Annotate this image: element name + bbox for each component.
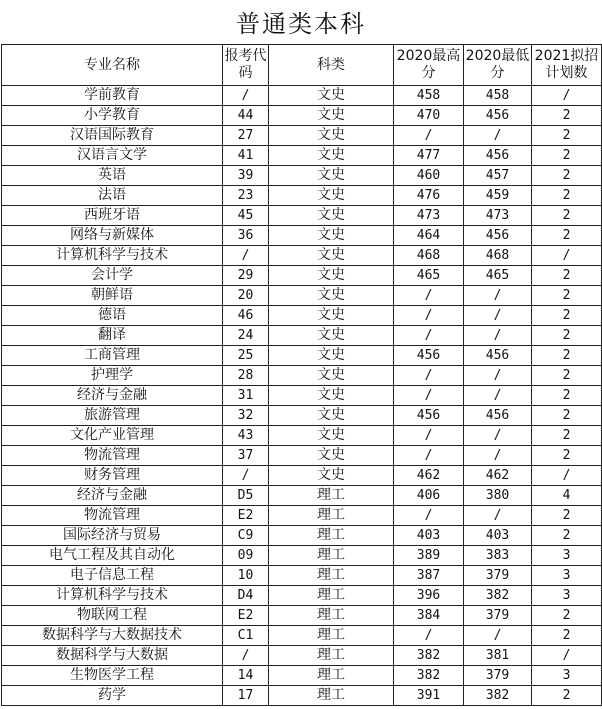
max-score-cell: / xyxy=(394,326,464,346)
major-name-cell: 数据科学与大数据技术 xyxy=(2,626,223,646)
header-2020-min-score: 2020最低分 xyxy=(464,45,532,86)
min-score-cell: 381 xyxy=(464,646,532,666)
major-name-cell: 网络与新媒体 xyxy=(2,226,223,246)
major-name-cell: 工商管理 xyxy=(2,346,223,366)
table-row xyxy=(2,346,602,366)
plan-count-cell: 2 xyxy=(532,606,602,626)
plan-count-cell: 2 xyxy=(532,326,602,346)
plan-count-cell: 2 xyxy=(532,386,602,406)
min-score-cell: 465 xyxy=(464,266,532,286)
plan-count-cell: 3 xyxy=(532,546,602,566)
max-score-cell: 382 xyxy=(394,646,464,666)
category-cell: 理工 xyxy=(269,686,394,706)
exam-code-cell: / xyxy=(223,646,269,666)
table-row xyxy=(2,546,602,566)
table-row xyxy=(2,306,602,326)
category-cell: 文史 xyxy=(269,286,394,306)
category-cell: 理工 xyxy=(269,566,394,586)
major-name-cell: 经济与金融 xyxy=(2,386,223,406)
exam-code-cell: 46 xyxy=(223,306,269,326)
category-cell: 理工 xyxy=(269,586,394,606)
max-score-cell: 396 xyxy=(394,586,464,606)
exam-code-cell: 14 xyxy=(223,666,269,686)
plan-count-cell: 3 xyxy=(532,666,602,686)
plan-count-cell: / xyxy=(532,86,602,106)
min-score-cell: 456 xyxy=(464,146,532,166)
exam-code-cell: 32 xyxy=(223,406,269,426)
plan-count-cell: 2 xyxy=(532,206,602,226)
plan-count-cell: / xyxy=(532,246,602,266)
plan-count-cell: 2 xyxy=(532,266,602,286)
table-row xyxy=(2,166,602,186)
max-score-cell: 460 xyxy=(394,166,464,186)
category-cell: 文史 xyxy=(269,166,394,186)
max-score-cell: 384 xyxy=(394,606,464,626)
major-name-cell: 翻译 xyxy=(2,326,223,346)
min-score-cell: 456 xyxy=(464,226,532,246)
max-score-cell: 389 xyxy=(394,546,464,566)
min-score-cell: 383 xyxy=(464,546,532,566)
exam-code-cell: 36 xyxy=(223,226,269,246)
max-score-cell: 465 xyxy=(394,266,464,286)
plan-count-cell: 2 xyxy=(532,526,602,546)
plan-count-cell: 2 xyxy=(532,126,602,146)
exam-code-cell: D4 xyxy=(223,586,269,606)
category-cell: 文史 xyxy=(269,106,394,126)
plan-count-cell: 2 xyxy=(532,366,602,386)
table-row xyxy=(2,526,602,546)
max-score-cell: 477 xyxy=(394,146,464,166)
exam-code-cell: C9 xyxy=(223,526,269,546)
max-score-cell: / xyxy=(394,126,464,146)
table-body xyxy=(2,86,602,706)
admission-score-table xyxy=(1,44,602,706)
major-name-cell: 国际经济与贸易 xyxy=(2,526,223,546)
table-row xyxy=(2,146,602,166)
min-score-cell: 379 xyxy=(464,566,532,586)
category-cell: 理工 xyxy=(269,626,394,646)
major-name-cell: 朝鲜语 xyxy=(2,286,223,306)
exam-code-cell: 09 xyxy=(223,546,269,566)
plan-count-cell: 2 xyxy=(532,286,602,306)
exam-code-cell: 37 xyxy=(223,446,269,466)
min-score-cell: 458 xyxy=(464,86,532,106)
max-score-cell: 464 xyxy=(394,226,464,246)
major-name-cell: 计算机科学与技术 xyxy=(2,246,223,266)
min-score-cell: 379 xyxy=(464,666,532,686)
max-score-cell: / xyxy=(394,286,464,306)
plan-count-cell: 2 xyxy=(532,626,602,646)
max-score-cell: 456 xyxy=(394,346,464,366)
table-row xyxy=(2,466,602,486)
plan-count-cell: 4 xyxy=(532,486,602,506)
table-row xyxy=(2,386,602,406)
plan-count-cell: 2 xyxy=(532,406,602,426)
category-cell: 文史 xyxy=(269,386,394,406)
category-cell: 理工 xyxy=(269,486,394,506)
category-cell: 文史 xyxy=(269,366,394,386)
category-cell: 文史 xyxy=(269,326,394,346)
major-name-cell: 财务管理 xyxy=(2,466,223,486)
table-row xyxy=(2,126,602,146)
max-score-cell: 473 xyxy=(394,206,464,226)
plan-count-cell: 2 xyxy=(532,106,602,126)
min-score-cell: / xyxy=(464,126,532,146)
max-score-cell: 476 xyxy=(394,186,464,206)
min-score-cell: 462 xyxy=(464,466,532,486)
major-name-cell: 计算机科学与技术 xyxy=(2,586,223,606)
table-row xyxy=(2,446,602,466)
min-score-cell: / xyxy=(464,326,532,346)
exam-code-cell: 41 xyxy=(223,146,269,166)
major-name-cell: 物流管理 xyxy=(2,446,223,466)
plan-count-cell: 2 xyxy=(532,166,602,186)
max-score-cell: 406 xyxy=(394,486,464,506)
exam-code-cell: / xyxy=(223,466,269,486)
min-score-cell: 380 xyxy=(464,486,532,506)
exam-code-cell: 27 xyxy=(223,126,269,146)
max-score-cell: 391 xyxy=(394,686,464,706)
category-cell: 文史 xyxy=(269,446,394,466)
major-name-cell: 电气工程及其自动化 xyxy=(2,546,223,566)
header-major-name: 专业名称 xyxy=(2,45,223,86)
page-title: 普通类本科 xyxy=(236,10,366,38)
exam-code-cell: 28 xyxy=(223,366,269,386)
table-row xyxy=(2,106,602,126)
min-score-cell: / xyxy=(464,386,532,406)
max-score-cell: 468 xyxy=(394,246,464,266)
table-row xyxy=(2,606,602,626)
plan-count-cell: 2 xyxy=(532,686,602,706)
category-cell: 文史 xyxy=(269,406,394,426)
category-cell: 理工 xyxy=(269,546,394,566)
table-row xyxy=(2,506,602,526)
min-score-cell: 382 xyxy=(464,586,532,606)
major-name-cell: 学前教育 xyxy=(2,86,223,106)
plan-count-cell: 2 xyxy=(532,306,602,326)
exam-code-cell: 10 xyxy=(223,566,269,586)
min-score-cell: 457 xyxy=(464,166,532,186)
max-score-cell: / xyxy=(394,306,464,326)
table-row xyxy=(2,486,602,506)
category-cell: 文史 xyxy=(269,146,394,166)
major-name-cell: 小学教育 xyxy=(2,106,223,126)
max-score-cell: / xyxy=(394,366,464,386)
min-score-cell: 456 xyxy=(464,106,532,126)
min-score-cell: 382 xyxy=(464,686,532,706)
plan-count-cell: 2 xyxy=(532,446,602,466)
plan-count-cell: 3 xyxy=(532,566,602,586)
major-name-cell: 文化产业管理 xyxy=(2,426,223,446)
category-cell: 文史 xyxy=(269,206,394,226)
table-row xyxy=(2,366,602,386)
table-row xyxy=(2,226,602,246)
exam-code-cell: E2 xyxy=(223,606,269,626)
category-cell: 文史 xyxy=(269,266,394,286)
table-row xyxy=(2,246,602,266)
category-cell: 理工 xyxy=(269,606,394,626)
category-cell: 文史 xyxy=(269,86,394,106)
exam-code-cell: 23 xyxy=(223,186,269,206)
table-row xyxy=(2,646,602,666)
exam-code-cell: 29 xyxy=(223,266,269,286)
header-exam-code: 报考代码 xyxy=(223,45,269,86)
exam-code-cell: E2 xyxy=(223,506,269,526)
major-name-cell: 经济与金融 xyxy=(2,486,223,506)
exam-code-cell: C1 xyxy=(223,626,269,646)
max-score-cell: 456 xyxy=(394,406,464,426)
exam-code-cell: 45 xyxy=(223,206,269,226)
table-row xyxy=(2,86,602,106)
table-row xyxy=(2,266,602,286)
major-name-cell: 药学 xyxy=(2,686,223,706)
min-score-cell: 379 xyxy=(464,606,532,626)
category-cell: 文史 xyxy=(269,246,394,266)
category-cell: 文史 xyxy=(269,126,394,146)
max-score-cell: / xyxy=(394,446,464,466)
max-score-cell: / xyxy=(394,426,464,446)
exam-code-cell: 17 xyxy=(223,686,269,706)
max-score-cell: 462 xyxy=(394,466,464,486)
major-name-cell: 旅游管理 xyxy=(2,406,223,426)
table-row xyxy=(2,206,602,226)
major-name-cell: 护理学 xyxy=(2,366,223,386)
major-name-cell: 英语 xyxy=(2,166,223,186)
max-score-cell: 403 xyxy=(394,526,464,546)
plan-count-cell: 2 xyxy=(532,346,602,366)
table-row xyxy=(2,186,602,206)
plan-count-cell: 2 xyxy=(532,186,602,206)
table-row xyxy=(2,666,602,686)
min-score-cell: / xyxy=(464,446,532,466)
min-score-cell: / xyxy=(464,306,532,326)
category-cell: 理工 xyxy=(269,506,394,526)
min-score-cell: 473 xyxy=(464,206,532,226)
min-score-cell: 468 xyxy=(464,246,532,266)
category-cell: 文史 xyxy=(269,426,394,446)
table-row xyxy=(2,406,602,426)
plan-count-cell: 2 xyxy=(532,426,602,446)
min-score-cell: / xyxy=(464,426,532,446)
exam-code-cell: / xyxy=(223,86,269,106)
table-row xyxy=(2,566,602,586)
table-row xyxy=(2,686,602,706)
exam-code-cell: 44 xyxy=(223,106,269,126)
max-score-cell: / xyxy=(394,386,464,406)
table-row xyxy=(2,426,602,446)
min-score-cell: 456 xyxy=(464,406,532,426)
category-cell: 文史 xyxy=(269,346,394,366)
major-name-cell: 法语 xyxy=(2,186,223,206)
max-score-cell: / xyxy=(394,626,464,646)
min-score-cell: 403 xyxy=(464,526,532,546)
major-name-cell: 会计学 xyxy=(2,266,223,286)
exam-code-cell: 24 xyxy=(223,326,269,346)
plan-count-cell: 2 xyxy=(532,146,602,166)
min-score-cell: / xyxy=(464,506,532,526)
plan-count-cell: / xyxy=(532,466,602,486)
min-score-cell: / xyxy=(464,286,532,306)
major-name-cell: 西班牙语 xyxy=(2,206,223,226)
min-score-cell: / xyxy=(464,366,532,386)
max-score-cell: 470 xyxy=(394,106,464,126)
major-name-cell: 数据科学与大数据 xyxy=(2,646,223,666)
max-score-cell: 387 xyxy=(394,566,464,586)
header-2021-plan-count: 2021拟招计划数 xyxy=(532,45,602,86)
table-header-row xyxy=(2,45,602,86)
category-cell: 理工 xyxy=(269,526,394,546)
exam-code-cell: 20 xyxy=(223,286,269,306)
category-cell: 文史 xyxy=(269,306,394,326)
category-cell: 文史 xyxy=(269,466,394,486)
major-name-cell: 汉语言文学 xyxy=(2,146,223,166)
header-2020-max-score: 2020最高分 xyxy=(394,45,464,86)
plan-count-cell: 2 xyxy=(532,506,602,526)
major-name-cell: 汉语国际教育 xyxy=(2,126,223,146)
header-category: 科类 xyxy=(269,45,394,86)
exam-code-cell: 25 xyxy=(223,346,269,366)
exam-code-cell: 43 xyxy=(223,426,269,446)
table-row xyxy=(2,286,602,306)
major-name-cell: 物联网工程 xyxy=(2,606,223,626)
max-score-cell: / xyxy=(394,506,464,526)
exam-code-cell: D5 xyxy=(223,486,269,506)
major-name-cell: 物流管理 xyxy=(2,506,223,526)
category-cell: 理工 xyxy=(269,646,394,666)
table-row xyxy=(2,586,602,606)
plan-count-cell: 3 xyxy=(532,586,602,606)
major-name-cell: 电子信息工程 xyxy=(2,566,223,586)
table-row xyxy=(2,626,602,646)
exam-code-cell: 39 xyxy=(223,166,269,186)
max-score-cell: 458 xyxy=(394,86,464,106)
exam-code-cell: 31 xyxy=(223,386,269,406)
min-score-cell: 459 xyxy=(464,186,532,206)
plan-count-cell: 2 xyxy=(532,226,602,246)
major-name-cell: 德语 xyxy=(2,306,223,326)
table-row xyxy=(2,326,602,346)
category-cell: 文史 xyxy=(269,226,394,246)
min-score-cell: 456 xyxy=(464,346,532,366)
category-cell: 文史 xyxy=(269,186,394,206)
exam-code-cell: / xyxy=(223,246,269,266)
major-name-cell: 生物医学工程 xyxy=(2,666,223,686)
min-score-cell: / xyxy=(464,626,532,646)
max-score-cell: 382 xyxy=(394,666,464,686)
category-cell: 理工 xyxy=(269,666,394,686)
plan-count-cell: / xyxy=(532,646,602,666)
